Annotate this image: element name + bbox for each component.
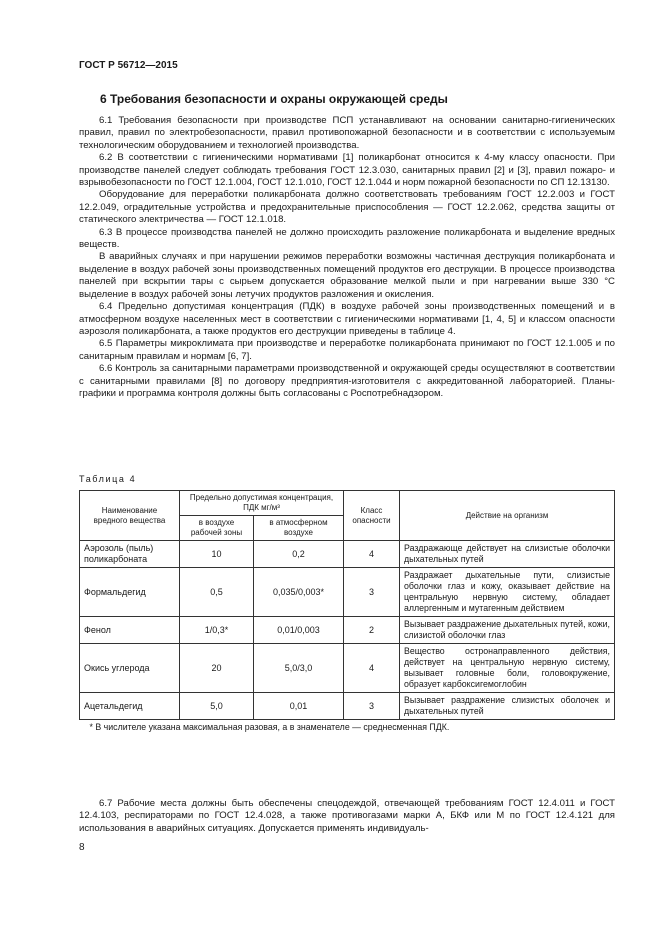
cell-work-zone: 0,5 <box>180 568 254 617</box>
cell-substance: Аэрозоль (пыль) поликарбоната <box>80 541 180 568</box>
table-row <box>80 617 615 644</box>
paragraph: Оборудование для переработки поликарбоната должно соответствовать требованиям ГОСТ 12.2.003 и ГОСТ 12.2.049, оградительные устройства и предохранительные приспособления — ГОСТ 12.2.062, средства защиты от статического электричества — ГОСТ 12.1.018. <box>79 189 615 226</box>
header-effect: Действие на организм <box>400 491 615 541</box>
table-footnote: * В числителе указана максимальная разовая, а в знаменателе — среднесменная ПДК. <box>80 720 615 736</box>
paragraph: 6.7 Рабочие места должны быть обеспечены спецодеждой, отвечающей требованиям ГОСТ 12.4.011 и ГОСТ 12.4.103, респираторами по ГОСТ 12.4.028, а также противогазами марки А, БКФ или М по ГОСТ 12.4.121 для использования в аварийных ситуациях. Допускается применять индивидуаль- <box>79 798 615 834</box>
cell-atmosphere: 0,01/0,003 <box>254 617 344 644</box>
cell-atmosphere: 0,01 <box>254 693 344 720</box>
page-number: 8 <box>79 842 85 853</box>
cell-substance: Окись углерода <box>80 644 180 693</box>
cell-hazard-class: 2 <box>344 617 400 644</box>
paragraph: 6.6 Контроль за санитарными параметрами производственной и окружающей среды осуществляют в соответствии с санитарными правилами [8] по договору предприятия-изготовителя с аккредитованной лабораторией. Планы-графики и программа контроля должны быть согласованы с Роспотребнадзором. <box>79 363 615 399</box>
paragraph: В аварийных случаях и при нарушении режимов переработки возможны частичная деструкция поликарбоната и выделение в воздух рабочей зоны производственных помещений продуктов его деструкции. В процессе производства панелей при вскрытии тары с сырьем допускается образование мелкой пыли и при нагревании выше 330 °С выделение в воздух рабочей зоны летучих продуктов разложения и окисления. <box>79 251 615 300</box>
paragraph: 6.2 В соответствии с гигиеническими нормативами [1] поликарбонат относится к 4-му классу опасности. При производстве панелей следует соблюдать требования ГОСТ 12.3.030, санитарных правил [2] и [3], правил пожаро- и взрывобезопасности по ГОСТ 12.1.004, ГОСТ 12.1.010, ГОСТ 12.1.044 и норм пожарной безопасности по СП 12.13130. <box>79 152 615 189</box>
cell-hazard-class: 4 <box>344 644 400 693</box>
cell-effect: Раздражает дыхательные пути, слизистые оболочки глаз и кожу, оказывает действие на центральную нервную систему, обладает аллергенным и мутагенным действием <box>400 568 615 617</box>
cell-atmosphere: 0,2 <box>254 541 344 568</box>
hazard-table <box>79 490 615 735</box>
cell-hazard-class: 4 <box>344 541 400 568</box>
document-header: ГОСТ Р 56712—2015 <box>79 60 178 71</box>
cell-work-zone: 10 <box>180 541 254 568</box>
table-caption: Таблица 4 <box>79 474 137 484</box>
table-row <box>80 644 615 693</box>
cell-work-zone: 5,0 <box>180 693 254 720</box>
table-footnote-row <box>80 720 615 736</box>
cell-effect: Вызывает раздражение дыхательных путей, кожи, слизистой оболочки глаз <box>400 617 615 644</box>
cell-work-zone: 1/0,3* <box>180 617 254 644</box>
table-row <box>80 541 615 568</box>
section-body <box>79 115 615 400</box>
table-row <box>80 568 615 617</box>
cell-hazard-class: 3 <box>344 568 400 617</box>
cell-effect: Вызывает раздражение слизистых оболочек и дыхательных путей <box>400 693 615 720</box>
cell-work-zone: 20 <box>180 644 254 693</box>
header-work-zone: в воздухе рабочей зоны <box>180 516 254 541</box>
cell-substance: Формальдегид <box>80 568 180 617</box>
cell-atmosphere: 0,035/0,003* <box>254 568 344 617</box>
header-substance: Наименование вредного вещества <box>80 491 180 541</box>
paragraph: 6.1 Требования безопасности при производстве ПСП устанавливают на основании санитарно-гигиенических правил, правил по электробезопасности, правил противопожарной безопасности и в соответствии с используемым технологическим оборудованием и технологией производства. <box>79 115 615 151</box>
paragraph: 6.3 В процессе производства панелей не должно происходить разложение поликарбоната и выделение вредных веществ. <box>79 226 615 251</box>
section-title: 6 Требования безопасности и охраны окружающей среды <box>100 92 448 106</box>
cell-substance: Ацетальдегид <box>80 693 180 720</box>
section-body-continued <box>79 798 615 835</box>
cell-hazard-class: 3 <box>344 693 400 720</box>
header-atmosphere: в атмосферном воздухе <box>254 516 344 541</box>
table-header-row <box>80 491 615 516</box>
paragraph: 6.5 Параметры микроклимата при производстве и переработке поликарбоната принимают по ГОСТ 12.1.005 и по санитарным правилам и нормам [6, 7]. <box>79 338 615 362</box>
header-hazard-class: Класс опасности <box>344 491 400 541</box>
cell-effect: Раздражающе действует на слизистые оболочки дыхательных путей <box>400 541 615 568</box>
cell-atmosphere: 5,0/3,0 <box>254 644 344 693</box>
cell-effect: Вещество остронаправленного действия, действует на центральную нервную систему, вызывает головные боли, головокружение, образует карбоксигемоглобин <box>400 644 615 693</box>
cell-substance: Фенол <box>80 617 180 644</box>
table-row <box>80 693 615 720</box>
header-pdk: Предельно допустимая концентрация, ПДК мг/м³ <box>180 491 344 516</box>
paragraph: 6.4 Предельно допустимая концентрация (ПДК) в воздухе рабочей зоны производственных помещений и в атмосферном воздухе населенных мест в соответствии с гигиеническими нормативами [1, 4, 5] и классом опасности аэрозоля поликарбоната, а также продуктов его деструкции приведены в таблице 4. <box>79 301 615 337</box>
